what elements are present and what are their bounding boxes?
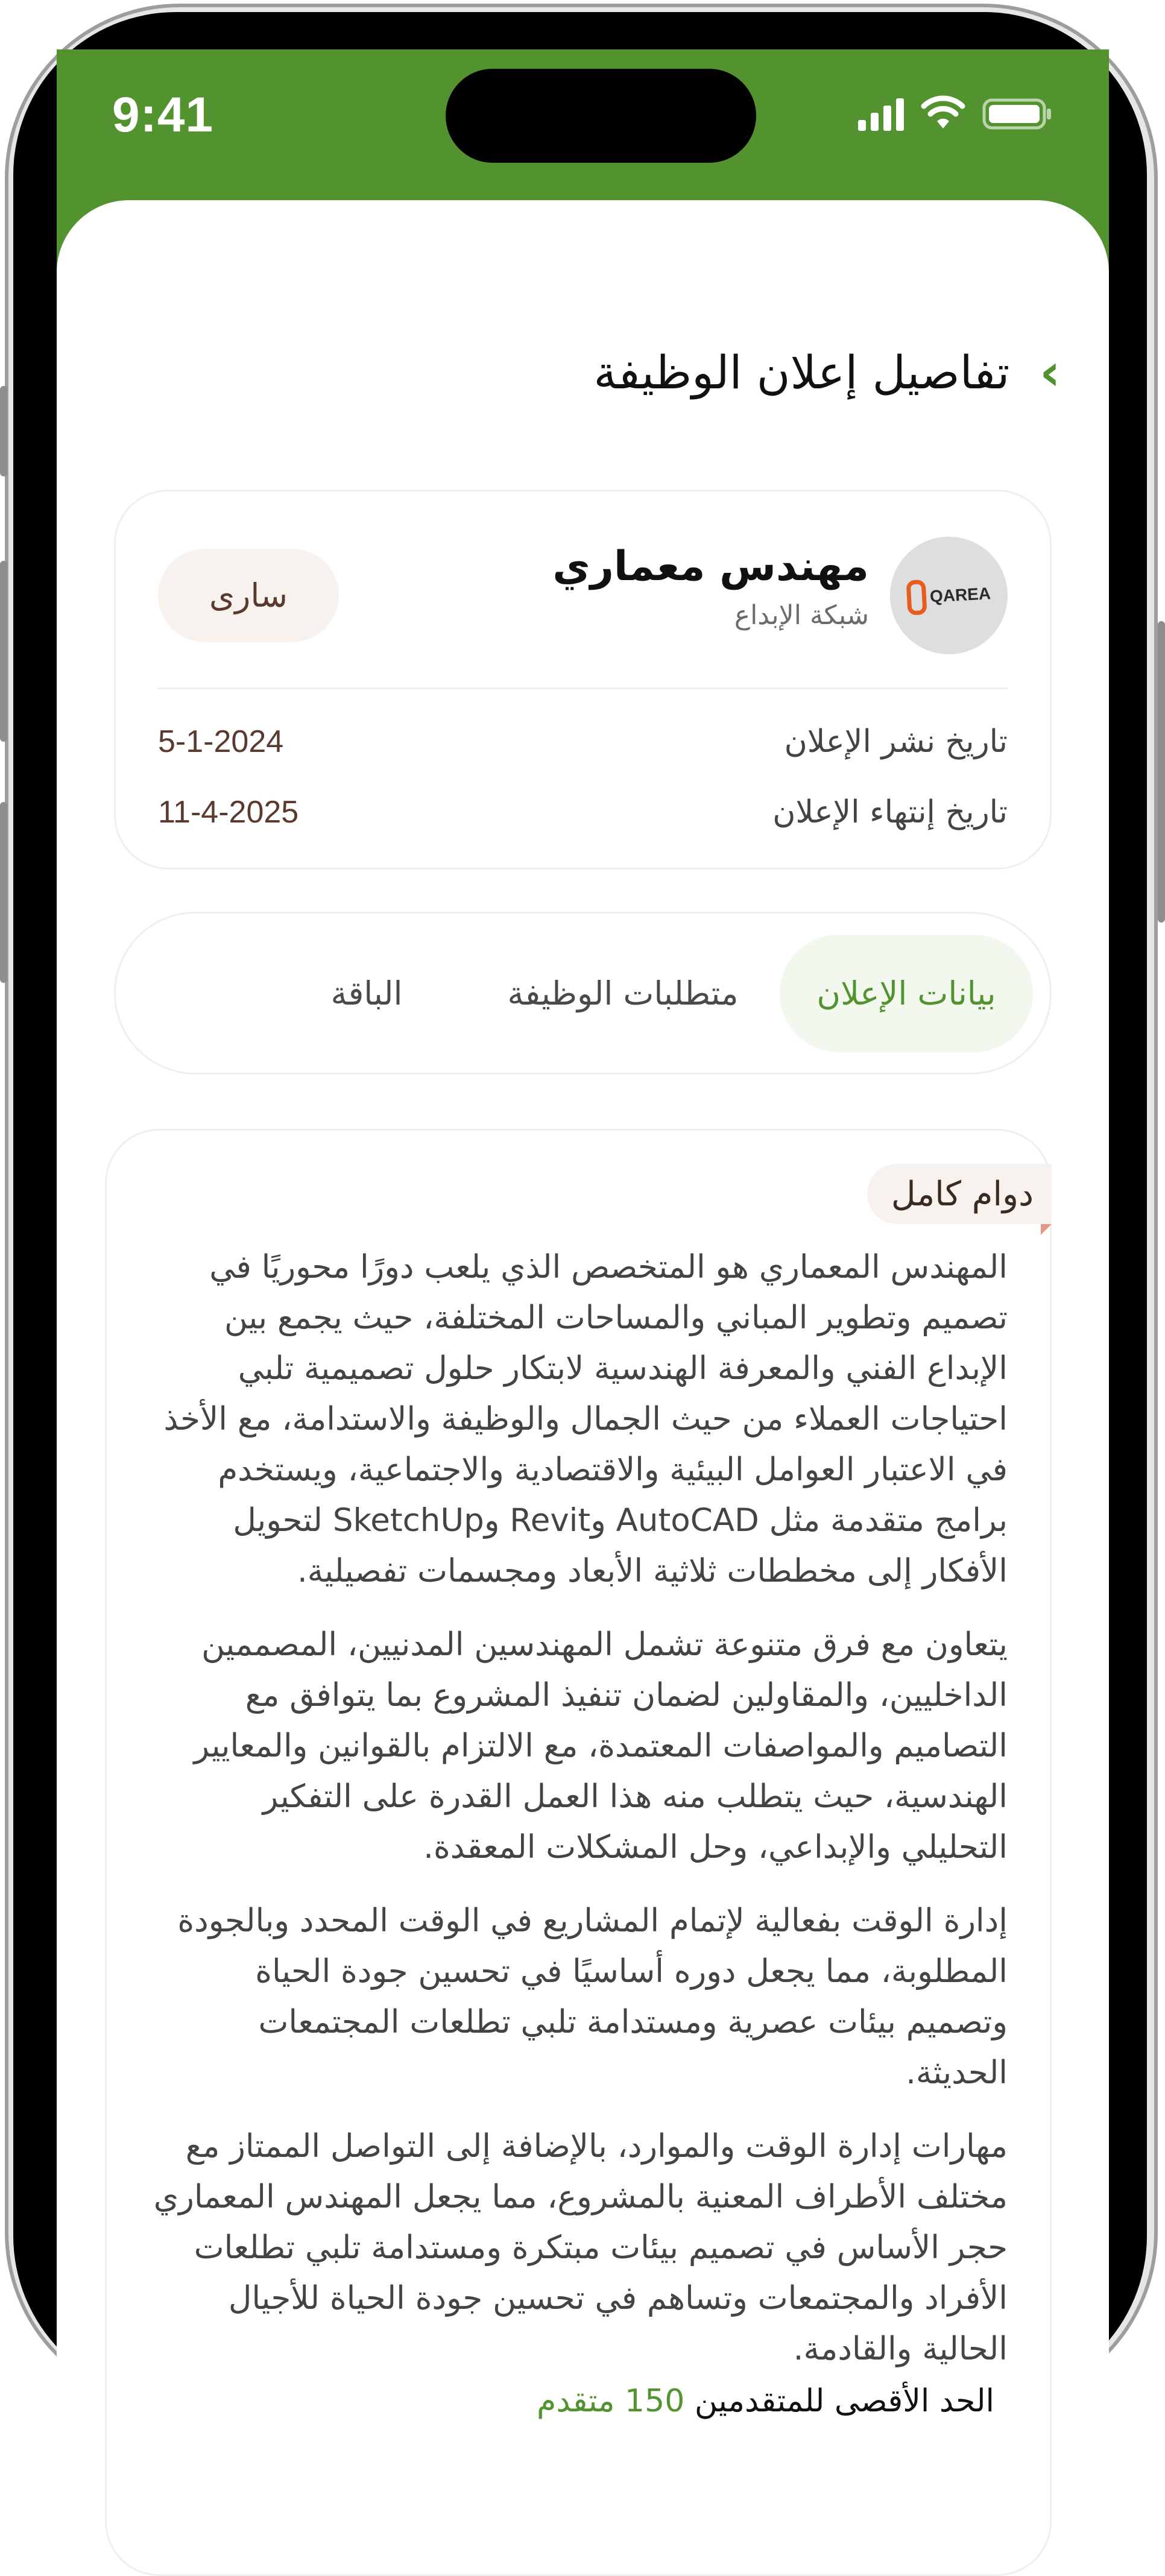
page-header: [105, 336, 1061, 408]
battery-icon: [982, 97, 1053, 131]
publish-date-label: تاريخ نشر الإعلان: [784, 724, 1008, 760]
back-chevron-icon[interactable]: ‹: [1040, 343, 1061, 402]
status-time: 9:41: [112, 87, 214, 142]
publish-date-row: [158, 721, 1008, 763]
expiry-date-row: [158, 791, 1008, 833]
volume-up-button: [0, 561, 7, 742]
job-description: [152, 1242, 1008, 2398]
job-summary-card: [114, 490, 1052, 870]
expiry-date-value: 11-4-2025: [158, 795, 299, 830]
logo-text: QAREA: [929, 583, 991, 606]
employment-type-badge: دوام كامل: [867, 1164, 1052, 1224]
screen: [57, 49, 1109, 2419]
expiry-date-label: تاريخ إنتهاء الإعلان: [772, 794, 1008, 830]
company-name: شبكة الإبداع: [734, 600, 869, 631]
description-paragraph: إدارة الوقت بفعالية لإتمام المشاريع في الوقت المحدد وبالجودة المطلوبة، مما يجعل دوره أساسيًا في تحسين جودة الحياة وتصميم بيئات عصرية ومستدامة تلبي تطلعات المجتمعات الحديثة.: [177, 1902, 1008, 2091]
max-applicants-label: الحد الأقصى للمتقدمين: [694, 2383, 994, 2419]
details-tabs: [114, 912, 1052, 1075]
signal-icon: [858, 97, 904, 131]
tab-package[interactable]: الباقة: [330, 974, 403, 1012]
volume-down-button: [0, 802, 7, 983]
company-logo: [890, 537, 1008, 654]
description-paragraph: المهندس المعماري هو المتخصص الذي يلعب دورًا محوريًا في تصميم وتطوير المباني والمساحات المختلفة، حيث يجمع بين الإبداع الفني والمعرفة الهندسية لابتكار حلول تصميمية تلبي احتياجات العملاء من حيث الجمال والوظيفة والاستدامة، مع الأخذ في الاعتبار العوامل البيئية والاقتصادية والاجتماعية، ويستخدم برامج متقدمة مثل AutoCAD وRevit وSketchUp لتحويل الأفكار إلى مخططات ثلاثية الأبعاد ومجسمات تفصيلية.: [163, 1249, 1008, 1589]
divider: [158, 687, 1008, 689]
max-applicants-value: 150 متقدم: [537, 2383, 685, 2419]
logo-mark-icon: [906, 579, 927, 616]
tab-job-requirements[interactable]: متطلبات الوظيفة: [507, 974, 739, 1012]
publish-date-value: 5-1-2024: [158, 724, 284, 759]
content-sheet: [57, 200, 1109, 2431]
status-badge: سارى: [158, 549, 339, 642]
silent-switch: [0, 386, 7, 476]
description-paragraph: يتعاون مع فرق متنوعة تشمل المهندسين المدنيين، المصممين الداخليين، والمقاولين لضمان تنفيذ المشروع بما يتوافق مع التصاميم والمواصفات المعتمدة، مع الالتزام بالقوانين والمعايير الهندسية، حيث يتطلب منه هذا العمل القدرة على التفكير التحليلي والإبداعي، وحل المشكلات المعقدة.: [194, 1626, 1008, 1866]
job-title: مهندس معماري: [552, 543, 869, 590]
page-title: تفاصيل إعلان الوظيفة: [593, 345, 1010, 399]
max-applicants-row: [537, 2383, 994, 2419]
power-button: [1158, 621, 1165, 923]
wifi-icon: [921, 97, 965, 131]
description-card: [105, 1129, 1052, 2576]
badge-fold: [1041, 1224, 1052, 1235]
status-icons: [858, 93, 1053, 135]
description-paragraph: مهارات إدارة الوقت والموارد، بالإضافة إلى التواصل الممتاز مع مختلف الأطراف المعنية بالمشروع، مما يجعل المهندس المعماري حجر الأساس في تصميم بيئات مبتكرة ومستدامة تلبي تطلعات الأفراد والمجتمعات وتساهم في تحسين جودة الحياة للأجيال الحالية والقادمة.: [153, 2128, 1008, 2367]
tab-ad-details[interactable]: بيانات الإعلان: [780, 935, 1033, 1052]
dynamic-island: [446, 69, 756, 163]
